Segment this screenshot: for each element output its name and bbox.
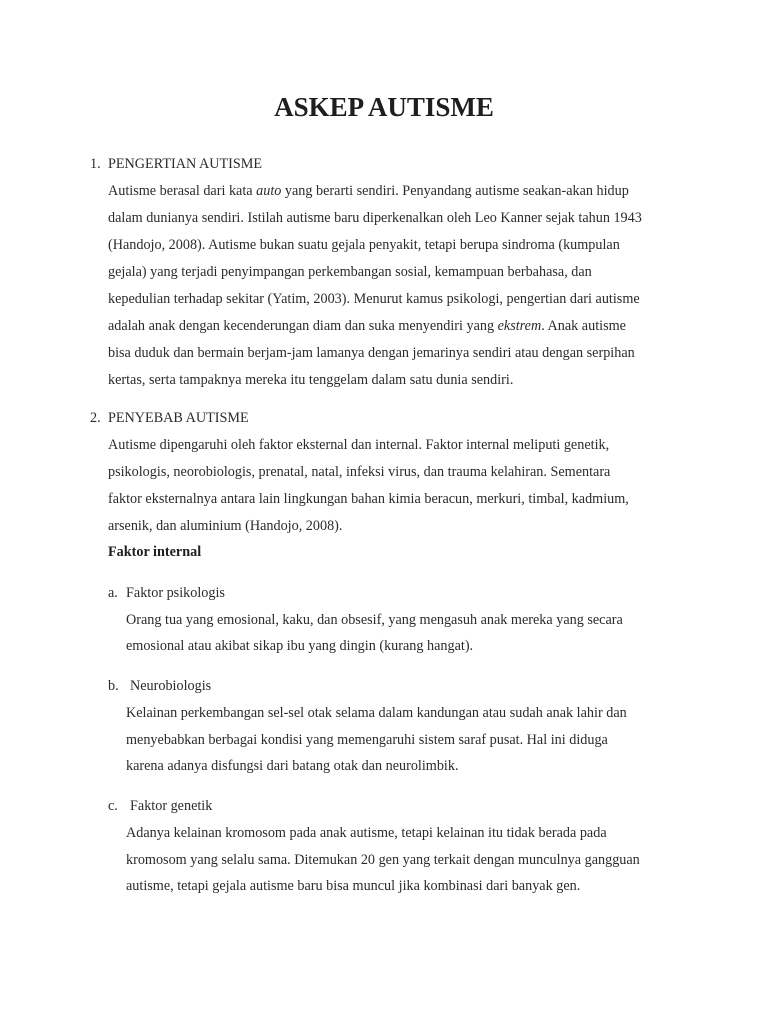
paragraph-line: arsenik, dan aluminium (Handojo, 2008). bbox=[108, 518, 343, 534]
paragraph-line: bisa duduk dan bermain berjam-jam lamanya dengan jemarinya sendiri atau dengan serpihan bbox=[108, 345, 635, 361]
paragraph-line: Kelainan perkembangan sel-sel otak selama dalam kandungan atau sudah anak lahir dan bbox=[126, 705, 627, 721]
paragraph-line: Orang tua yang emosional, kaku, dan obsesif, yang mengasuh anak mereka yang secara bbox=[126, 612, 623, 628]
italic-term: auto bbox=[256, 183, 282, 199]
paragraph-line: (Handojo, 2008). Autisme bukan suatu gejala penyakit, tetapi berupa sindroma (kumpulan bbox=[108, 237, 620, 253]
section-number: 1. bbox=[90, 156, 101, 172]
paragraph-line: Adanya kelainan kromosom pada anak autisme, tetapi kelainan itu tidak berada pada bbox=[126, 825, 607, 841]
subheading: Faktor internal bbox=[108, 544, 202, 560]
paragraph-line: gejala) yang terjadi penyimpangan perkembangan sosial, kemampuan berbahasa, dan bbox=[108, 264, 592, 280]
document-title: ASKEP AUTISME bbox=[274, 92, 494, 122]
paragraph-line: psikologis, neorobiologis, prenatal, natal, infeksi virus, dan trauma kelahiran. Sementara bbox=[108, 464, 611, 480]
paragraph-line: autisme, tetapi gejala autisme baru bisa muncul jika kombinasi dari banyak gen. bbox=[126, 878, 581, 894]
paragraph-line: adalah anak dengan kecenderungan diam dan suka menyendiri yang ekstrem. Anak autisme bbox=[108, 318, 626, 334]
paragraph-line: kepedulian terhadap sekitar (Yatim, 2003). Menurut kamus psikologi, pengertian dari autisme bbox=[108, 291, 640, 307]
section-heading: PENYEBAB AUTISME bbox=[108, 410, 249, 426]
subsection-letter: b. bbox=[108, 678, 119, 694]
paragraph-line: emosional atau akibat sikap ibu yang dingin (kurang hangat). bbox=[126, 638, 474, 654]
subsection-heading: Faktor genetik bbox=[130, 798, 213, 814]
paragraph-line: Autisme berasal dari kata auto yang berarti sendiri. Penyandang autisme seakan-akan hidup bbox=[108, 183, 629, 199]
italic-term: ekstrem bbox=[497, 318, 542, 334]
section-heading: PENGERTIAN AUTISME bbox=[108, 156, 263, 172]
subsection-letter: a. bbox=[108, 585, 118, 601]
paragraph-line: faktor eksternalnya antara lain lingkungan bahan kimia beracun, merkuri, timbal, kadmium, bbox=[108, 491, 629, 507]
paragraph-line: menyebabkan berbagai kondisi yang memengaruhi sistem saraf pusat. Hal ini diduga bbox=[126, 732, 608, 748]
subsection-heading: Faktor psikologis bbox=[126, 585, 225, 601]
subsection-heading: Neurobiologis bbox=[130, 678, 212, 694]
paragraph-line: dalam dunianya sendiri. Istilah autisme baru diperkenalkan oleh Leo Kanner sejak tahun 1943 bbox=[108, 210, 642, 226]
paragraph-line: kertas, serta tampaknya mereka itu tenggelam dalam satu dunia sendiri. bbox=[108, 372, 514, 388]
section-number: 2. bbox=[90, 410, 101, 426]
paragraph-line: Autisme dipengaruhi oleh faktor eksternal dan internal. Faktor internal meliputi genetik, bbox=[108, 437, 610, 453]
paragraph-line: kromosom yang selalu sama. Ditemukan 20 gen yang terkait dengan munculnya gangguan bbox=[126, 852, 640, 868]
subsection-letter: c. bbox=[108, 798, 118, 814]
paragraph-line: karena adanya disfungsi dari batang otak dan neurolimbik. bbox=[126, 758, 459, 774]
